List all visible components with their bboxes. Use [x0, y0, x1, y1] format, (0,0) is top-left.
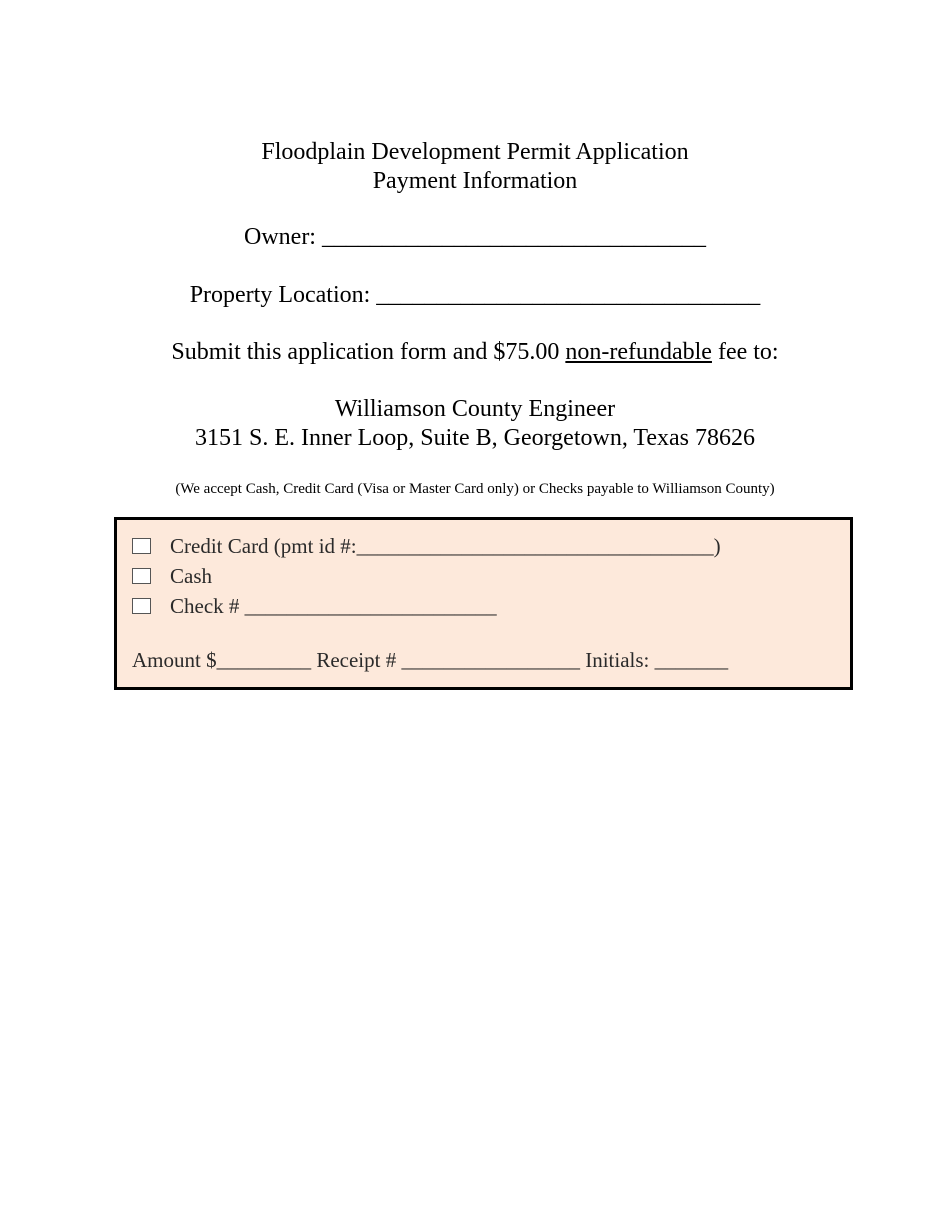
check-label: Check # ________________________	[170, 594, 497, 618]
cash-label: Cash	[170, 564, 212, 588]
owner-field: Owner: ________________________________	[244, 224, 706, 250]
payment-methods-note: (We accept Cash, Credit Card (Visa or Master Card only) or Checks payable to Williamson County)	[175, 481, 775, 497]
amount-receipt-initials-line: Amount $_________ Receipt # _________________ Initials: _______	[132, 648, 729, 672]
check-option	[132, 593, 497, 619]
recipient-address: 3151 S. E. Inner Loop, Suite B, Georgetown, Texas 78626	[194, 425, 756, 451]
form-subtitle: Payment Information	[372, 168, 578, 194]
submit-text-suffix: fee to:	[711, 339, 779, 365]
submit-instructions	[0, 337, 950, 367]
credit-card-checkbox[interactable]	[132, 538, 151, 554]
non-refundable-text: non-refundable	[565, 339, 712, 365]
form-title: Floodplain Development Permit Application	[261, 139, 689, 165]
payment-box	[114, 517, 853, 690]
recipient-name: Williamson County Engineer	[334, 396, 616, 422]
credit-card-option	[132, 533, 721, 559]
cash-checkbox[interactable]	[132, 568, 151, 584]
credit-card-label: Credit Card (pmt id #:__________________________________)	[170, 534, 721, 558]
property-location-field: Property Location: ________________________________	[189, 282, 761, 308]
check-checkbox[interactable]	[132, 598, 151, 614]
submit-text-prefix: Submit this application form and $75.00	[171, 339, 566, 365]
cash-option	[132, 563, 212, 589]
